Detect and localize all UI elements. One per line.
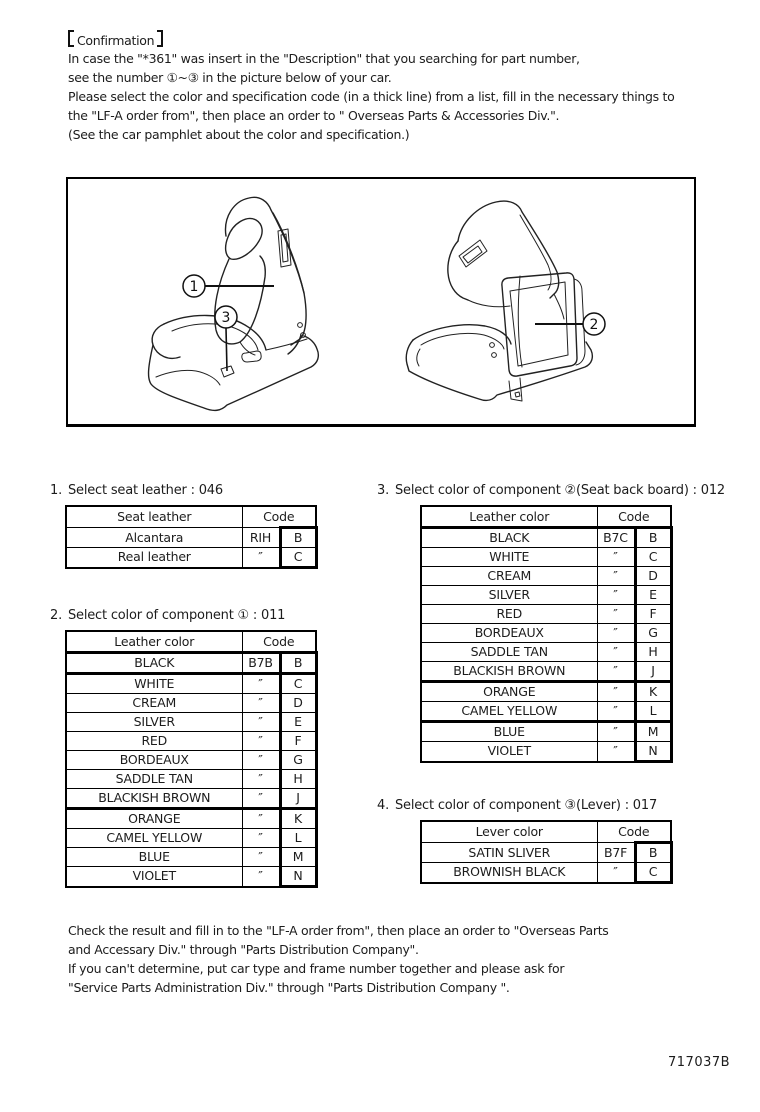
color-name-cell: SILVER — [66, 713, 242, 732]
table-row — [66, 751, 316, 770]
column-header: Leather color — [66, 631, 242, 653]
table-row — [66, 789, 316, 809]
code-letter-cell: G — [635, 624, 671, 643]
confirmation-line: In case the "*361" was insert in the "Description" that you searching for part number, — [68, 51, 580, 66]
color-name-cell: CAMEL YELLOW — [66, 829, 242, 848]
code-prefix-cell: B7B — [242, 653, 280, 674]
code-letter-cell: M — [635, 722, 671, 742]
footer-line: Check the result and fill in to the "LF-A order from", then place an order to "Overseas Parts — [68, 923, 609, 938]
section-1-title — [50, 483, 223, 498]
code-letter-cell: C — [280, 548, 316, 568]
color-name-cell: RED — [66, 732, 242, 751]
section-3-title — [377, 483, 725, 498]
code-letter-cell: C — [635, 863, 671, 883]
table-row — [421, 702, 671, 722]
callout-1 — [183, 275, 274, 297]
code-letter-cell: N — [635, 742, 671, 762]
confirmation-line: see the number ①~③ in the picture below of your car. — [68, 70, 392, 85]
code-prefix-cell: ″ — [242, 713, 280, 732]
color-name-cell: ORANGE — [421, 682, 597, 702]
color-name-cell: SILVER — [421, 586, 597, 605]
color-name-cell: RED — [421, 605, 597, 624]
code-prefix-cell: RIH — [242, 528, 280, 548]
code-letter-cell: E — [280, 713, 316, 732]
code-prefix-cell: ″ — [242, 809, 280, 829]
color-name-cell: BORDEAUX — [421, 624, 597, 643]
color-name-cell: Alcantara — [66, 528, 242, 548]
code-prefix-cell: ″ — [242, 829, 280, 848]
table-row — [421, 722, 671, 742]
seat-diagram-box — [66, 177, 696, 427]
code-letter-cell: B — [635, 843, 671, 863]
color-name-cell: SADDLE TAN — [421, 643, 597, 662]
footer-line: "Service Parts Administration Div." through "Parts Distribution Company ". — [68, 980, 510, 995]
code-prefix-cell: ″ — [597, 605, 635, 624]
code-prefix-cell: ″ — [242, 694, 280, 713]
left-seat-drawing — [149, 197, 319, 410]
code-letter-cell: H — [280, 770, 316, 789]
code-letter-cell: M — [280, 848, 316, 867]
component-2-color-table — [420, 505, 672, 763]
code-prefix-cell: ″ — [597, 567, 635, 586]
code-prefix-cell: ″ — [597, 702, 635, 722]
color-name-cell: CREAM — [66, 694, 242, 713]
color-name-cell: VIOLET — [421, 742, 597, 762]
doc-number: 717037B — [668, 1055, 731, 1070]
code-letter-cell: B — [280, 653, 316, 674]
code-letter-cell: K — [280, 809, 316, 829]
table-row — [421, 567, 671, 586]
confirmation-line: Please select the color and specification code (in a thick line) from a list, fill in the necessary things to — [68, 89, 675, 104]
column-header: Lever color — [421, 821, 597, 843]
color-name-cell: WHITE — [421, 548, 597, 567]
code-prefix-cell: ″ — [242, 770, 280, 789]
table-row — [421, 863, 671, 883]
code-prefix-cell: ″ — [597, 742, 635, 762]
code-prefix-cell: ″ — [242, 789, 280, 809]
code-letter-cell: H — [635, 643, 671, 662]
table-row — [66, 770, 316, 789]
section-2-number: 2. — [50, 608, 63, 623]
code-letter-cell: L — [280, 829, 316, 848]
color-name-cell: CREAM — [421, 567, 597, 586]
code-prefix-cell: ″ — [242, 867, 280, 887]
code-prefix-cell: ″ — [242, 848, 280, 867]
table-row — [66, 809, 316, 829]
code-prefix-cell: B7C — [597, 528, 635, 548]
code-prefix-cell: ″ — [242, 674, 280, 694]
color-name-cell: BROWNISH BLACK — [421, 863, 597, 883]
color-name-cell: BLUE — [66, 848, 242, 867]
section-2-title — [50, 608, 285, 623]
code-letter-cell: C — [635, 548, 671, 567]
color-name-cell: BLACK — [421, 528, 597, 548]
table-row — [66, 732, 316, 751]
code-letter-cell: L — [635, 702, 671, 722]
code-prefix-cell: ″ — [597, 586, 635, 605]
table-row — [66, 867, 316, 887]
color-name-cell: BORDEAUX — [66, 751, 242, 770]
column-header: Leather color — [421, 506, 597, 528]
section-1-number: 1. — [50, 483, 63, 498]
code-prefix-cell: B7F — [597, 843, 635, 863]
table-row — [66, 713, 316, 732]
callout-2 — [535, 313, 605, 335]
code-letter-cell: F — [635, 605, 671, 624]
callout-3-number: 3 — [221, 310, 231, 326]
color-name-cell: ORANGE — [66, 809, 242, 829]
code-prefix-cell: ″ — [597, 662, 635, 682]
column-header: Seat leather — [66, 506, 242, 528]
callout-2-number: 2 — [589, 317, 599, 333]
section-2-label: Select color of component ① : 011 — [68, 608, 286, 623]
table-row — [66, 548, 316, 568]
section-1-label: Select seat leather : 046 — [68, 483, 223, 498]
seat-leather-table — [65, 505, 317, 569]
section-3-label: Select color of component ②(Seat back board) : 012 — [395, 483, 725, 498]
right-seat-drawing — [406, 201, 592, 401]
footer-note — [68, 921, 609, 997]
section-3-number: 3. — [377, 483, 390, 498]
column-header: Code — [242, 631, 316, 653]
confirmation-title: Confirmation — [68, 30, 675, 49]
color-name-cell: Real leather — [66, 548, 242, 568]
table-row — [421, 624, 671, 643]
code-letter-cell: C — [280, 674, 316, 694]
code-letter-cell: F — [280, 732, 316, 751]
table-row — [66, 829, 316, 848]
seat-diagram — [68, 179, 694, 424]
callout-1-number: 1 — [189, 279, 199, 295]
code-prefix-cell: ″ — [597, 624, 635, 643]
color-name-cell: CAMEL YELLOW — [421, 702, 597, 722]
code-letter-cell: D — [635, 567, 671, 586]
code-letter-cell: D — [280, 694, 316, 713]
code-letter-cell: J — [280, 789, 316, 809]
code-prefix-cell: ″ — [242, 548, 280, 568]
color-name-cell: BLACKISH BROWN — [421, 662, 597, 682]
code-letter-cell: J — [635, 662, 671, 682]
table-row — [421, 643, 671, 662]
confirmation-note — [68, 30, 675, 144]
component-3-color-table — [420, 820, 672, 884]
table-row — [421, 742, 671, 762]
table-row — [421, 843, 671, 863]
code-letter-cell: N — [280, 867, 316, 887]
code-prefix-cell: ″ — [597, 722, 635, 742]
code-letter-cell: B — [635, 528, 671, 548]
code-prefix-cell: ″ — [242, 732, 280, 751]
footer-line: If you can't determine, put car type and frame number together and please ask for — [68, 961, 565, 976]
code-prefix-cell: ″ — [597, 863, 635, 883]
code-letter-cell: B — [280, 528, 316, 548]
color-name-cell: BLACKISH BROWN — [66, 789, 242, 809]
table-row — [421, 528, 671, 548]
code-prefix-cell: ″ — [597, 548, 635, 567]
table-row — [421, 662, 671, 682]
table-row — [421, 682, 671, 702]
column-header: Code — [597, 506, 671, 528]
callout-3 — [215, 306, 237, 371]
table-row — [421, 548, 671, 567]
footer-line: and Accessary Div." through "Parts Distribution Company". — [68, 942, 419, 957]
confirmation-line: (See the car pamphlet about the color and specification.) — [68, 127, 410, 142]
table-row — [66, 694, 316, 713]
code-letter-cell: K — [635, 682, 671, 702]
column-header: Code — [242, 506, 316, 528]
table-row — [66, 653, 316, 674]
code-prefix-cell: ″ — [597, 682, 635, 702]
color-name-cell: WHITE — [66, 674, 242, 694]
color-name-cell: SATIN SLIVER — [421, 843, 597, 863]
section-4-title — [377, 798, 657, 813]
section-4-number: 4. — [377, 798, 390, 813]
bracket-icon — [68, 30, 74, 47]
table-row — [66, 528, 316, 548]
code-letter-cell: E — [635, 586, 671, 605]
table-row — [421, 586, 671, 605]
table-row — [66, 848, 316, 867]
table-row — [66, 674, 316, 694]
color-name-cell: BLUE — [421, 722, 597, 742]
color-name-cell: VIOLET — [66, 867, 242, 887]
code-letter-cell: G — [280, 751, 316, 770]
section-4-label: Select color of component ③(Lever) : 017 — [395, 798, 658, 813]
table-row — [421, 605, 671, 624]
bracket-icon — [157, 30, 163, 47]
color-name-cell: SADDLE TAN — [66, 770, 242, 789]
code-prefix-cell: ″ — [597, 643, 635, 662]
code-prefix-cell: ″ — [242, 751, 280, 770]
confirmation-line: the "LF-A order from", then place an order to " Overseas Parts & Accessories Div.". — [68, 108, 560, 123]
component-1-color-table — [65, 630, 317, 888]
color-name-cell: BLACK — [66, 653, 242, 674]
column-header: Code — [597, 821, 671, 843]
